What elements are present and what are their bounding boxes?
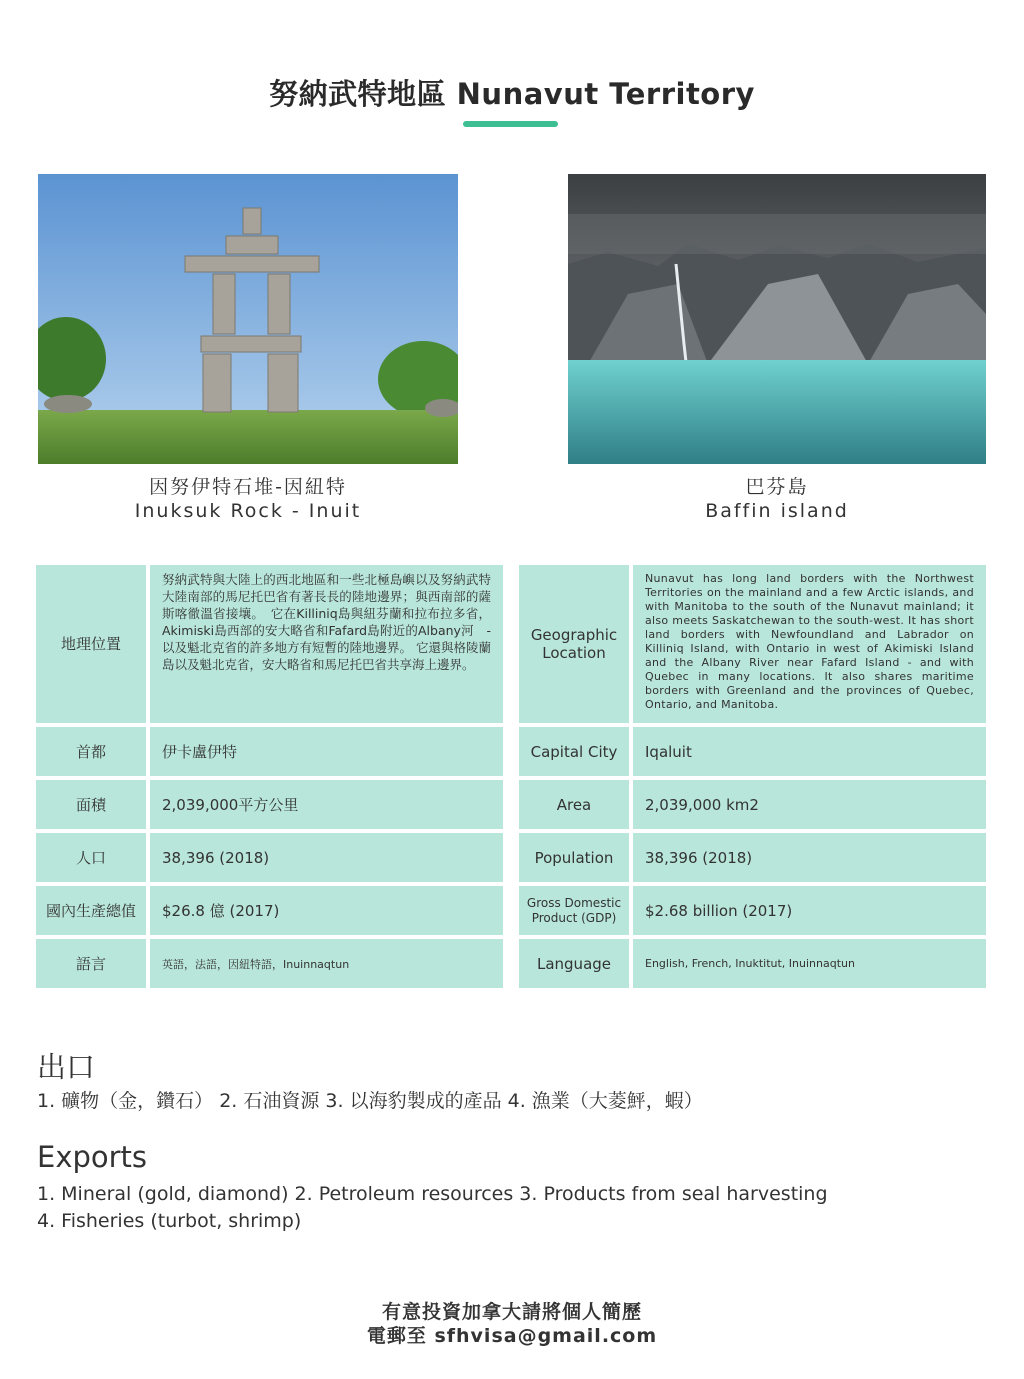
row-label: Capital City <box>519 727 629 776</box>
geographic-description-zh: 努納武特與大陸上的西北地區和一些北極島嶼以及努納武特大陸南部的馬尼托巴省有著長長的陸地邊界；與西南部的薩斯喀徹溫省接壤。 它在Killiniq島與紐芬蘭和拉布拉多省，Akimiski島西部的安大略省和Fafard島附近的Albany河 -以及魁北克省的許多地方有短暫的陸地邊界。 它還與格陵蘭島以及魁北克省，安大略省和馬尼托巴省共享海上邊界。 <box>162 572 491 672</box>
row-value: 2,039,000平方公里 <box>150 780 503 829</box>
exports-line-2: 4. Fisheries (turbot, shrimp) <box>37 1210 302 1232</box>
baffin-island-photo <box>568 174 986 464</box>
table-row <box>36 565 503 723</box>
exports-heading-zh: 出口 <box>37 1050 96 1084</box>
exports-text-en <box>37 1181 828 1235</box>
inuksuk-caption <box>38 475 458 523</box>
table-row <box>36 727 503 776</box>
table-row <box>519 565 986 723</box>
table-row <box>36 886 503 935</box>
row-value <box>150 565 503 723</box>
row-value: English, French, Inuktitut, Inuinnaqtun <box>633 939 986 988</box>
table-row <box>36 780 503 829</box>
row-label: 面積 <box>36 780 146 829</box>
row-label: Geographic Location <box>519 565 629 723</box>
exports-text-zh: 1. 礦物（金，鑽石） 2. 石油資源 3. 以海豹製成的產品 4. 漁業（大菱鮃，蝦） <box>37 1090 703 1112</box>
row-value: $2.68 billion (2017) <box>633 886 986 935</box>
table-row <box>519 939 986 988</box>
footer-line-1: 有意投資加拿大請將個人簡歷 <box>381 1301 642 1323</box>
row-label: 語言 <box>36 939 146 988</box>
row-label: Population <box>519 833 629 882</box>
baffin-caption-zh: 巴芬島 <box>745 476 809 498</box>
inuksuk-caption-en: Inuksuk Rock - Inuit <box>134 500 362 522</box>
row-value: 伊卡盧伊特 <box>150 727 503 776</box>
page-title: 努納武特地區 Nunavut Territory <box>269 77 755 111</box>
row-value: $26.8 億 (2017) <box>150 886 503 935</box>
footer-email: 電郵至 sfhvisa@gmail.com <box>366 1325 658 1347</box>
exports-heading-en: Exports <box>37 1140 148 1174</box>
row-value: Iqaluit <box>633 727 986 776</box>
row-value: 38,396 (2018) <box>150 833 503 882</box>
table-row <box>519 780 986 829</box>
exports-line-1: 1. Mineral (gold, diamond) 2. Petroleum resources 3. Products from seal harvesting <box>37 1183 828 1205</box>
row-label: 人口 <box>36 833 146 882</box>
inuksuk-photo <box>38 174 458 464</box>
row-value: 2,039,000 km2 <box>633 780 986 829</box>
geographic-description-en: Nunavut has long land borders with the Northwest Territories on the mainland and a few Arctic islands, and with Manitoba to the south of the Nunavut mainland; it also meets Saskatchewan to the south-west. It has short land borders with Newfoundland and Labrador on Killiniq Island, with Ontario in west of Akimiski Island and the Albany River near Fafard Island - and with Quebec in many locations. It also shares maritime borders with Greenland and the provinces of Quebec, Ontario, and Manitoba. <box>645 572 974 711</box>
row-label: 國內生產總值 <box>36 886 146 935</box>
inuksuk-caption-zh: 因努伊特石堆-因紐特 <box>149 476 347 498</box>
row-value: 英語，法語，因紐特語，Inuinnaqtun <box>150 939 503 988</box>
row-value <box>633 565 986 723</box>
title-underline <box>463 121 558 127</box>
baffin-caption-en: Baffin island <box>705 500 849 522</box>
row-label: 首都 <box>36 727 146 776</box>
table-row <box>519 833 986 882</box>
row-label: Language <box>519 939 629 988</box>
row-label: Area <box>519 780 629 829</box>
row-label: Gross Domestic Product (GDP) <box>519 886 629 935</box>
row-label: 地理位置 <box>36 565 146 723</box>
footer-contact <box>0 1300 1024 1348</box>
table-row <box>519 886 986 935</box>
table-row <box>36 833 503 882</box>
baffin-caption <box>568 475 986 523</box>
table-row <box>519 727 986 776</box>
table-row <box>36 939 503 988</box>
row-value: 38,396 (2018) <box>633 833 986 882</box>
